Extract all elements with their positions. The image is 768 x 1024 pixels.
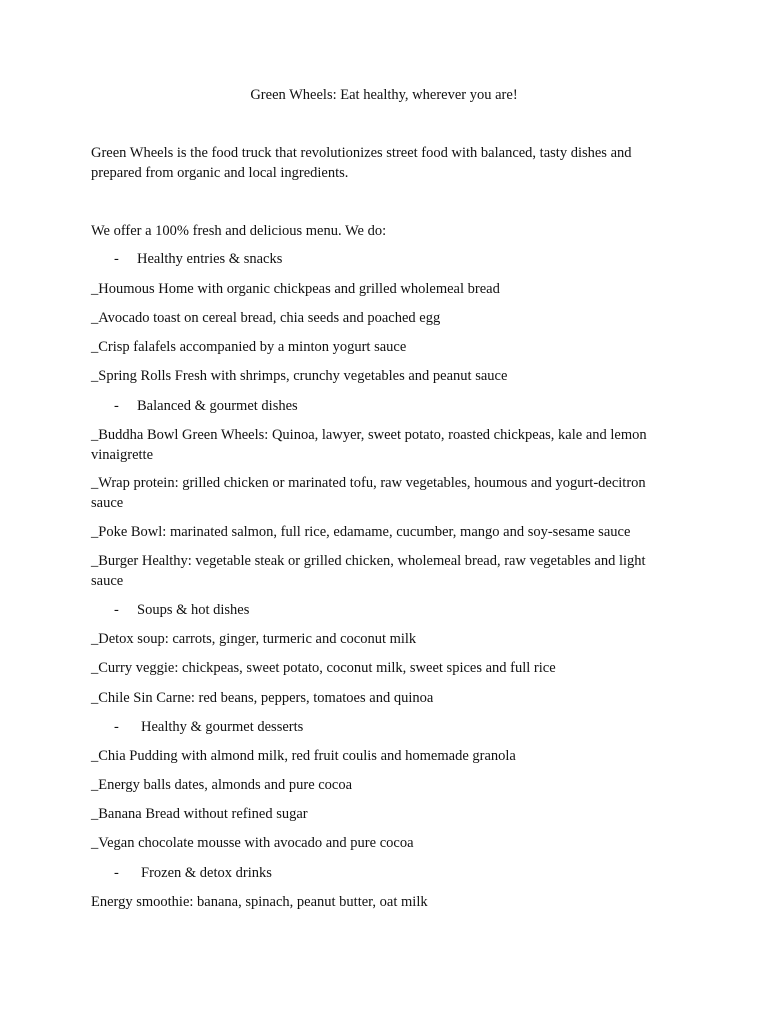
section-heading-text: Balanced & gourmet dishes: [137, 398, 298, 414]
section-heading: [114, 250, 282, 270]
menu-item: _Houmous Home with organic chickpeas and grilled wholemeal bread: [91, 281, 500, 297]
menu-item: _Avocado toast on cereal bread, chia seeds and poached egg: [91, 310, 441, 326]
offer-line: We offer a 100% fresh and delicious menu. We do:: [91, 223, 387, 239]
menu-item: _Detox soup: carrots, ginger, turmeric and coconut milk: [91, 631, 417, 647]
menu-item: _Banana Bread without refined sugar: [91, 806, 308, 822]
menu-item: _Curry veggie: chickpeas, sweet potato, coconut milk, sweet spices and full rice: [91, 660, 556, 676]
intro-paragraph: Green Wheels is the food truck that revolutionizes street food with balanced, tasty dishes and prepared from organic and local ingredients.: [91, 145, 632, 181]
section-heading-text: Soups & hot dishes: [137, 602, 250, 618]
menu-item: _Energy balls dates, almonds and pure cocoa: [91, 777, 353, 793]
menu-item: _Chile Sin Carne: red beans, peppers, tomatoes and quinoa: [91, 690, 434, 706]
section-heading-text: Frozen & detox drinks: [141, 865, 272, 881]
bullet-marker: -: [114, 865, 119, 881]
menu-item: _Poke Bowl: marinated salmon, full rice, edamame, cucumber, mango and soy-sesame sauce: [91, 524, 631, 540]
menu-item: _Spring Rolls Fresh with shrimps, crunchy vegetables and peanut sauce: [91, 368, 508, 384]
section-heading: [114, 718, 303, 738]
document-title: Green Wheels: Eat healthy, wherever you are!: [250, 87, 518, 103]
bullet-marker: -: [114, 719, 119, 735]
menu-item: _Vegan chocolate mousse with avocado and pure cocoa: [91, 835, 414, 851]
section-heading-text: Healthy entries & snacks: [137, 251, 283, 267]
section-heading: [114, 601, 249, 621]
bullet-marker: -: [114, 398, 119, 414]
bullet-marker: -: [114, 251, 119, 267]
menu-item: _Chia Pudding with almond milk, red fruit coulis and homemade granola: [91, 748, 516, 764]
section-heading: [114, 397, 298, 417]
section-heading: [114, 864, 272, 884]
menu-item: _Wrap protein: grilled chicken or marinated tofu, raw vegetables, houmous and yogurt-decitron sauce: [91, 475, 646, 511]
menu-item: _Crisp falafels accompanied by a minton yogurt sauce: [91, 339, 407, 355]
menu-item: Energy smoothie: banana, spinach, peanut butter, oat milk: [91, 894, 428, 910]
section-heading-text: Healthy & gourmet desserts: [141, 719, 304, 735]
menu-item: _Buddha Bowl Green Wheels: Quinoa, lawyer, sweet potato, roasted chickpeas, kale and lemon vinaigrette: [91, 427, 647, 463]
bullet-marker: -: [114, 602, 119, 618]
menu-item: _Burger Healthy: vegetable steak or grilled chicken, wholemeal bread, raw vegetables and light sauce: [91, 553, 646, 589]
